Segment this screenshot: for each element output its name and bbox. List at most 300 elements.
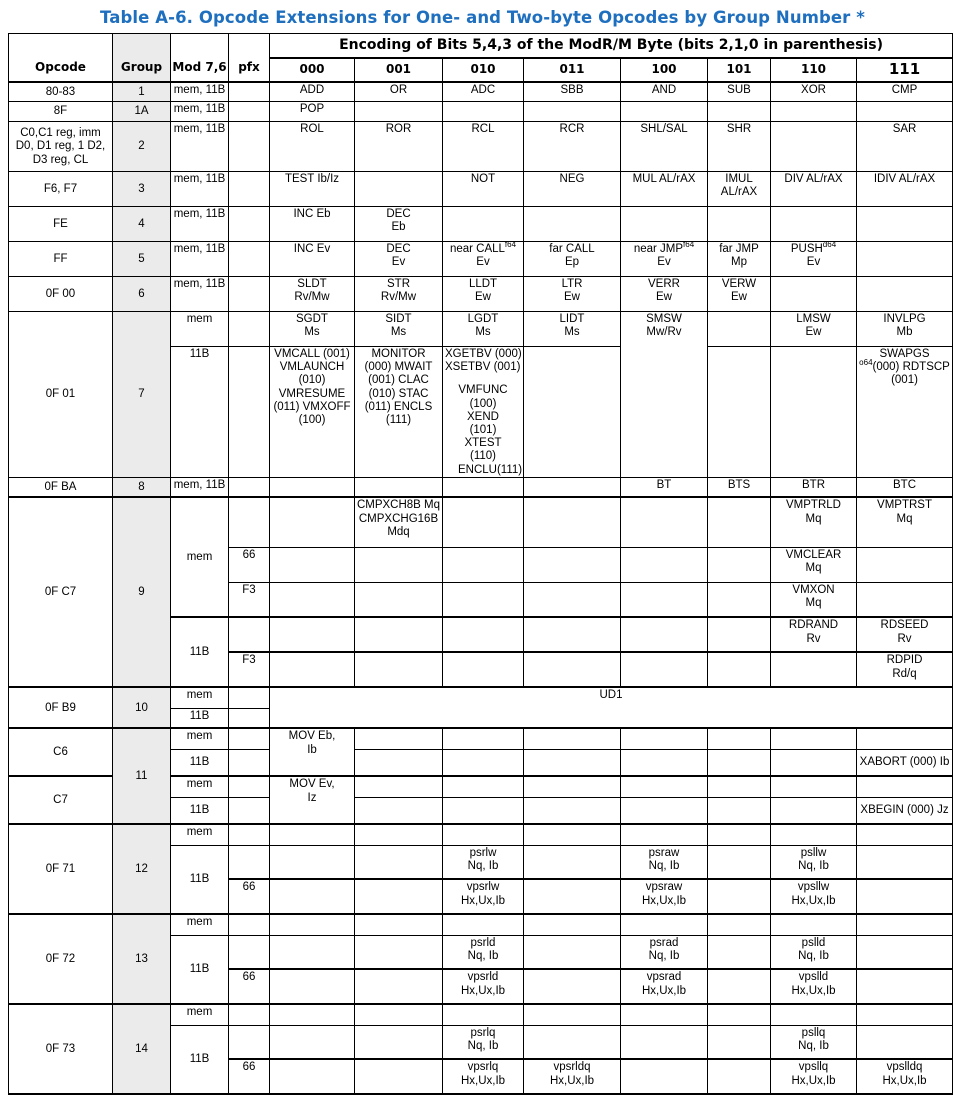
table-row	[9, 914, 953, 935]
header-col-001: 001	[355, 58, 443, 82]
table-row	[9, 277, 953, 312]
cell-101	[708, 582, 771, 617]
cell-100	[621, 776, 708, 797]
cell-011	[524, 582, 621, 617]
cell-000	[270, 879, 355, 914]
cell-100	[621, 497, 708, 547]
cell-100	[621, 102, 708, 122]
cell-111	[857, 277, 953, 312]
cell-100	[621, 797, 708, 824]
cell-001	[355, 824, 443, 845]
cell-101: IMUL AL/rAX	[708, 172, 771, 207]
mod-cell: 11B	[171, 845, 229, 914]
cell-010	[443, 1004, 524, 1025]
pfx-cell	[229, 242, 270, 277]
pfx-cell	[229, 497, 270, 547]
opcode-cell: FE	[9, 207, 113, 242]
group-cell: 12	[113, 824, 171, 914]
cell-100	[621, 547, 708, 582]
opcode-cell: 0F 01	[9, 312, 113, 478]
cell-010: NOT	[443, 172, 524, 207]
mod-cell: 11B	[171, 617, 229, 687]
cell-010: LGDT Ms	[443, 312, 524, 347]
cell-110	[771, 122, 857, 172]
mod-cell: mem, 11B	[171, 102, 229, 122]
table-row	[9, 1004, 953, 1025]
header-col-010: 010	[443, 58, 524, 82]
cell-010	[443, 652, 524, 687]
cell-100	[621, 1059, 708, 1094]
mod-cell: mem	[171, 728, 229, 749]
cell-100	[621, 1004, 708, 1025]
cell-000	[270, 824, 355, 845]
cell-010	[443, 547, 524, 582]
cell-011	[524, 207, 621, 242]
cell-100: near $JMP^{f64}$ Ev	[621, 242, 708, 277]
mod-cell: 11B	[171, 1025, 229, 1094]
cell-001: STR Rv/Mw	[355, 277, 443, 312]
cell-001	[355, 582, 443, 617]
opcode-cell: FF	[9, 242, 113, 277]
cell-111: XBEGIN (000) Jz	[857, 797, 953, 824]
pfx-cell	[229, 172, 270, 207]
cell-001	[355, 845, 443, 879]
cell-001	[355, 776, 443, 797]
group-cell: 1	[113, 82, 171, 102]
cell-101	[708, 1025, 771, 1059]
cell-010: RCL	[443, 122, 524, 172]
cell-000: ROL	[270, 122, 355, 172]
mod-cell: mem	[171, 497, 229, 617]
cell-000	[270, 1025, 355, 1059]
cell-100	[621, 728, 708, 749]
cell-111	[857, 914, 953, 935]
cell-111	[857, 1025, 953, 1059]
cell-100	[621, 617, 708, 652]
group-cell: 11	[113, 728, 171, 824]
cell-110: psllw Nq, Ib	[771, 845, 857, 879]
cell-000: INC Eb	[270, 207, 355, 242]
cell-010	[443, 207, 524, 242]
cell-110: psllq Nq, Ib	[771, 1025, 857, 1059]
cell-011	[524, 797, 621, 824]
cell-100	[621, 914, 708, 935]
cell-110	[771, 1004, 857, 1025]
group-cell: 5	[113, 242, 171, 277]
cell-110: vpsllw Hx,Ux,Ib	[771, 879, 857, 914]
cell-110: vpsllq Hx,Ux,Ib	[771, 1059, 857, 1094]
mod-cell: 11B	[171, 797, 229, 824]
cell-000: POP	[270, 102, 355, 122]
cell-001: DEC Eb	[355, 207, 443, 242]
header-encoding: Encoding of Bits 5,4,3 of the ModR/M Byte (bits 2,1,0 in parenthesis)	[270, 34, 953, 58]
cell-001	[355, 728, 443, 749]
cell-101: far JMP Mp	[708, 242, 771, 277]
cell-111: RDPID Rd/q	[857, 652, 953, 687]
pfx-cell: 66	[229, 547, 270, 582]
cell-100: SMSW Mw/Rv	[621, 312, 708, 478]
header-col-011: 011	[524, 58, 621, 82]
opcode-cell: C0,C1 reg, imm D0, D1 reg, 1 D2, D3 reg, CL	[9, 122, 113, 172]
cell-011	[524, 617, 621, 652]
cell-000: TEST Ib/Iz	[270, 172, 355, 207]
cell-000	[270, 969, 355, 1004]
header-group: Group	[113, 34, 171, 82]
pfx-cell	[229, 102, 270, 122]
group-cell: 6	[113, 277, 171, 312]
mod-cell: mem, 11B	[171, 122, 229, 172]
cell-111	[857, 547, 953, 582]
cell-110	[771, 797, 857, 824]
pfx-cell	[229, 312, 270, 347]
cell-010	[443, 776, 524, 797]
header-pfx: pfx	[229, 34, 270, 82]
cell-010	[443, 824, 524, 845]
group-cell: 8	[113, 477, 171, 497]
cell-101	[708, 797, 771, 824]
cell-101: VERW Ew	[708, 277, 771, 312]
opcode-cell: 0F 73	[9, 1004, 113, 1094]
cell-010: vpsrld Hx,Ux,Ib	[443, 969, 524, 1004]
cell-001	[355, 652, 443, 687]
cell-110: LMSW Ew	[771, 312, 857, 347]
pfx-cell	[229, 776, 270, 797]
header-col-110: 110	[771, 58, 857, 82]
opcode-cell: 0F 72	[9, 914, 113, 1004]
cell-011	[524, 969, 621, 1004]
cell-110: VMCLEAR Mq	[771, 547, 857, 582]
cell-101	[708, 776, 771, 797]
pfx-cell	[229, 708, 270, 728]
cell-010: near $CALL^{f64}$ Ev	[443, 242, 524, 277]
cell-000	[270, 935, 355, 969]
header-col-111: 111	[857, 58, 953, 82]
group-cell: 4	[113, 207, 171, 242]
cell-111	[857, 879, 953, 914]
ud1-cell: UD1	[270, 687, 953, 728]
cell-100	[621, 1025, 708, 1059]
cell-001	[355, 879, 443, 914]
cell-000: VMCALL (001) VMLAUNCH (010) VMRESUME (011) VMXOFF (100)	[270, 347, 355, 478]
cell-011: LTR Ew	[524, 277, 621, 312]
cell-001: CMPXCH8B Mq CMPXCHG16B Mdq	[355, 497, 443, 547]
table-row	[9, 824, 953, 845]
mod-cell: mem, 11B	[171, 242, 229, 277]
cell-110: RDRAND Rv	[771, 617, 857, 652]
cell-101	[708, 347, 771, 478]
table-row	[9, 172, 953, 207]
cell-000	[270, 845, 355, 879]
opcode-cell: 0F B9	[9, 687, 113, 728]
table-row	[9, 687, 953, 708]
cell-011	[524, 477, 621, 497]
cell-010	[443, 914, 524, 935]
pfx-cell	[229, 277, 270, 312]
header-col-100: 100	[621, 58, 708, 82]
cell-011: vpsrldq Hx,Ux,Ib	[524, 1059, 621, 1094]
cell-010: psrlw Nq, Ib	[443, 845, 524, 879]
opcode-cell: 8F	[9, 102, 113, 122]
opcode-cell: 0F 71	[9, 824, 113, 914]
cell-011	[524, 749, 621, 776]
cell-111: RDSEED Rv	[857, 617, 953, 652]
cell-110	[771, 728, 857, 749]
opcode-cell: 0F BA	[9, 477, 113, 497]
cell-110: DIV AL/rAX	[771, 172, 857, 207]
pfx-cell	[229, 728, 270, 749]
table-row	[9, 242, 953, 277]
cell-101	[708, 497, 771, 547]
cell-110	[771, 914, 857, 935]
cell-010	[443, 617, 524, 652]
cell-100	[621, 749, 708, 776]
cell-011	[524, 728, 621, 749]
cell-011	[524, 914, 621, 935]
cell-101	[708, 749, 771, 776]
cell-110	[771, 824, 857, 845]
cell-010	[443, 497, 524, 547]
pfx-cell	[229, 935, 270, 969]
pfx-cell	[229, 477, 270, 497]
cell-110: BTR	[771, 477, 857, 497]
cell-101	[708, 879, 771, 914]
header-col-000: 000	[270, 58, 355, 82]
mod-cell: mem, 11B	[171, 82, 229, 102]
cell-001	[355, 1004, 443, 1025]
cell-011	[524, 497, 621, 547]
cell-101	[708, 617, 771, 652]
cell-100: AND	[621, 82, 708, 102]
cell-101	[708, 1004, 771, 1025]
cell-001: SIDT Ms	[355, 312, 443, 347]
pfx-cell: 66	[229, 1059, 270, 1094]
cell-000	[270, 547, 355, 582]
table-row	[9, 102, 953, 122]
cell-101: BTS	[708, 477, 771, 497]
cell-001	[355, 617, 443, 652]
cell-000	[270, 914, 355, 935]
opcode-extension-table	[8, 33, 953, 1095]
cell-111: vpslldq Hx,Ux,Ib	[857, 1059, 953, 1094]
pfx-cell: 66	[229, 969, 270, 1004]
cell-011	[524, 845, 621, 879]
cell-000: MOV Ev, Iz	[270, 776, 355, 824]
cell-110	[771, 102, 857, 122]
mod-cell: mem	[171, 914, 229, 935]
cell-111	[857, 242, 953, 277]
group-cell: 14	[113, 1004, 171, 1094]
cell-011: NEG	[524, 172, 621, 207]
cell-101	[708, 728, 771, 749]
cell-101	[708, 312, 771, 347]
cell-100: vpsrad Hx,Ux,Ib	[621, 969, 708, 1004]
mod-cell: mem, 11B	[171, 277, 229, 312]
cell-100: VERR Ew	[621, 277, 708, 312]
cell-100: MUL AL/rAX	[621, 172, 708, 207]
group-cell: 3	[113, 172, 171, 207]
cell-101	[708, 652, 771, 687]
cell-100: BT	[621, 477, 708, 497]
pfx-cell	[229, 347, 270, 478]
cell-001	[355, 477, 443, 497]
cell-010: vpsrlq Hx,Ux,Ib	[443, 1059, 524, 1094]
cell-110: XOR	[771, 82, 857, 102]
group-cell: 9	[113, 497, 171, 687]
cell-111: XABORT (000) Ib	[857, 749, 953, 776]
cell-001	[355, 969, 443, 1004]
opcode-cell: 0F 00	[9, 277, 113, 312]
cell-011	[524, 879, 621, 914]
cell-000	[270, 1004, 355, 1025]
mod-cell: mem, 11B	[171, 207, 229, 242]
cell-000	[270, 1059, 355, 1094]
cell-101	[708, 914, 771, 935]
cell-101	[708, 824, 771, 845]
pfx-cell	[229, 207, 270, 242]
group-cell: 1A	[113, 102, 171, 122]
cell-011	[524, 547, 621, 582]
pfx-cell: F3	[229, 582, 270, 617]
pfx-cell	[229, 1025, 270, 1059]
cell-001: DEC Ev	[355, 242, 443, 277]
pfx-cell	[229, 824, 270, 845]
cell-110	[771, 776, 857, 797]
cell-111	[857, 845, 953, 879]
cell-001: MONITOR (000) MWAIT (001) CLAC (010) STAC (011) ENCLS (111)	[355, 347, 443, 478]
opcode-cell: C6	[9, 728, 113, 776]
cell-000	[270, 617, 355, 652]
cell-111	[857, 1004, 953, 1025]
pfx-cell: F3	[229, 652, 270, 687]
cell-001	[355, 797, 443, 824]
header-opcode: Opcode	[9, 34, 113, 82]
cell-111: VMPTRST Mq	[857, 497, 953, 547]
cell-011	[524, 1025, 621, 1059]
cell-011	[524, 102, 621, 122]
cell-110	[771, 347, 857, 478]
cell-111	[857, 102, 953, 122]
cell-100: vpsraw Hx,Ux,Ib	[621, 879, 708, 914]
cell-001	[355, 1059, 443, 1094]
mod-cell: 11B	[171, 935, 229, 1004]
mod-cell: mem	[171, 687, 229, 708]
cell-111: BTC	[857, 477, 953, 497]
cell-010	[443, 749, 524, 776]
cell-001: OR	[355, 82, 443, 102]
table-row	[9, 122, 953, 172]
cell-000	[270, 652, 355, 687]
table-row	[9, 312, 953, 347]
pfx-cell	[229, 617, 270, 652]
cell-000: SGDT Ms	[270, 312, 355, 347]
cell-100	[621, 652, 708, 687]
table-row	[9, 728, 953, 749]
cell-101	[708, 1059, 771, 1094]
cell-001: ROR	[355, 122, 443, 172]
cell-010	[443, 728, 524, 749]
cell-010: vpsrlw Hx,Ux,Ib	[443, 879, 524, 914]
cell-101	[708, 935, 771, 969]
mod-cell: mem	[171, 776, 229, 797]
cell-001	[355, 547, 443, 582]
cell-011	[524, 652, 621, 687]
cell-010	[443, 797, 524, 824]
cell-001	[355, 102, 443, 122]
cell-110	[771, 652, 857, 687]
cell-111	[857, 824, 953, 845]
cell-001	[355, 1025, 443, 1059]
cell-110	[771, 749, 857, 776]
group-cell: 13	[113, 914, 171, 1004]
cell-000	[270, 477, 355, 497]
cell-010: XGETBV (000) XSETBV (001) VMFUNC (100) XEND (101) XTEST (110) ENCLU(111)	[443, 347, 524, 478]
cell-000: SLDT Rv/Mw	[270, 277, 355, 312]
cell-010	[443, 477, 524, 497]
pfx-cell	[229, 749, 270, 776]
cell-110: VMPTRLD Mq	[771, 497, 857, 547]
mod-cell: mem	[171, 312, 229, 347]
table-row	[9, 82, 953, 102]
pfx-cell	[229, 845, 270, 879]
pfx-cell	[229, 1004, 270, 1025]
cell-110	[771, 207, 857, 242]
pfx-cell: 66	[229, 879, 270, 914]
mod-cell: mem, 11B	[171, 477, 229, 497]
cell-100: psrad Nq, Ib	[621, 935, 708, 969]
cell-010: LLDT Ew	[443, 277, 524, 312]
mod-cell: mem	[171, 1004, 229, 1025]
cell-111: CMP	[857, 82, 953, 102]
cell-011	[524, 776, 621, 797]
cell-011: LIDT Ms	[524, 312, 621, 347]
table-row	[9, 207, 953, 242]
cell-111	[857, 582, 953, 617]
table-row	[9, 477, 953, 497]
table-row	[9, 497, 953, 547]
cell-011	[524, 935, 621, 969]
mod-cell: mem	[171, 824, 229, 845]
cell-000: MOV Eb, Ib	[270, 728, 355, 776]
cell-101	[708, 102, 771, 122]
cell-110: $PUSH^{d64}$ Ev	[771, 242, 857, 277]
mod-cell: 11B	[171, 749, 229, 776]
cell-000	[270, 582, 355, 617]
opcode-cell: F6, F7	[9, 172, 113, 207]
mod-cell: 11B	[171, 347, 229, 478]
cell-010: ADC	[443, 82, 524, 102]
cell-000	[270, 497, 355, 547]
mod-cell: 11B	[171, 708, 229, 728]
cell-011: RCR	[524, 122, 621, 172]
opcode-cell: 80-83	[9, 82, 113, 102]
cell-111: INVLPG Mb	[857, 312, 953, 347]
cell-000: INC Ev	[270, 242, 355, 277]
cell-001	[355, 914, 443, 935]
cell-001	[355, 749, 443, 776]
pfx-cell	[229, 914, 270, 935]
opcode-cell: 0F C7	[9, 497, 113, 687]
group-cell: 10	[113, 687, 171, 728]
cell-100	[621, 824, 708, 845]
group-cell: 2	[113, 122, 171, 172]
cell-000: ADD	[270, 82, 355, 102]
header-mod: Mod 7,6	[171, 34, 229, 82]
cell-111: SWAPGS $^{o64}$(000) RDTSCP (001)	[857, 347, 953, 478]
cell-101: SHR	[708, 122, 771, 172]
opcode-cell: C7	[9, 776, 113, 824]
cell-001	[355, 935, 443, 969]
cell-111: SAR	[857, 122, 953, 172]
